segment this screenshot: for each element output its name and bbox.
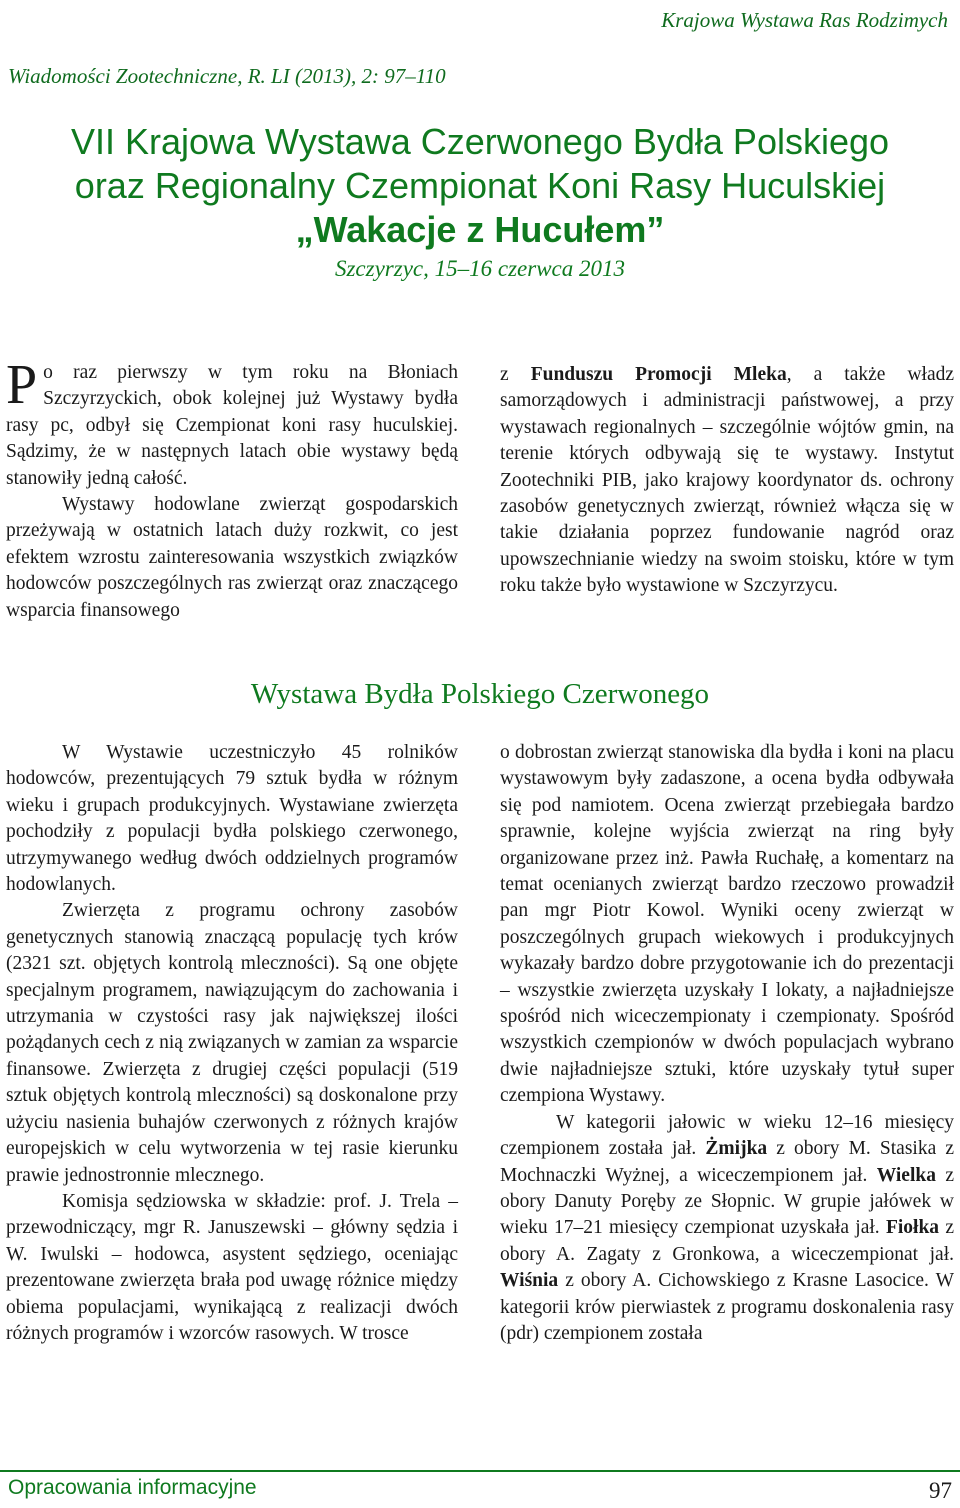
- intro-paragraph-1-text: o raz pierwszy w tym roku na Błoniach Szczyrzyckich, obok kolejnej już Wystawy bydła rasy pc, odbył się Czempionat koni rasy huculskiej. Sądzimy, że w następnych latach obie wystawy będą stanowiły jedną całość.: [6, 362, 458, 489]
- animal-name: Fiołka: [885, 1217, 940, 1239]
- intro-paragraph-3: [500, 362, 954, 600]
- text-run: z obory A. Cichowskiego z Krasne Lasocice. W kategorii krów pierwiastek z programu doskonalenia rasy (pdr) czempionem została: [500, 1270, 954, 1344]
- intro-paragraph-1: [6, 354, 458, 492]
- section-paragraph-1: W Wystawie uczestniczyło 45 rolników hodowców, prezentujących 79 sztuk bydła w różnym wieku i grupach produkcyjnych. Wystawiane zwierzęta pochodziły z populacji bydła polskiego czerwonego, utrzymywanego według dwóch oddzielnych programów hodowlanych.: [6, 742, 458, 896]
- section-heading: Wystawa Bydła Polskiego Czerwonego: [250, 678, 710, 710]
- intro-right-text: , a także władz samorządowych i administracji państwowej, a przy wystawach regionalnych – szczególnie wójtów gmin, na terenie których odbywają się te wystawy. Instytut Zootechniki PIB, jako krajowy koordynator ds. ochrony zasobów genetycznych zwierząt, również włącza się w takie działania poprzez fundowanie nagród oraz upowszechnianie wiedzy na swoim stoisku, które w tym roku także było wystawione w Szczyrzycu.: [500, 364, 955, 597]
- animal-name: Wielka: [876, 1164, 936, 1186]
- intro-right-prefix: z: [500, 364, 531, 385]
- section-paragraph-4: o dobrostan zwierząt stanowiska dla bydła i koni na placu wystawowym były zadaszone, a ocena bydła odbywała się pod namiotem. Ocena zwierząt przebiegała bardzo sprawnie, kolejne wyjścia zwierząt na ring były organizowane przez inż. Pawła Ruchałę, a komentarz na temat ocenianych zwierząt bardzo rzeczowo prowadził pan mgr Piotr Kowol. Wyniki oceny zwierząt w poszczególnych grupach wiekowych i produkcyjnych wykazały bardzo dobre przygotowanie ich do prezentacji – wszystkie zwierzęta uzyskały I lokaty, a najładniejsze spośród nich wiceczempionaty i czempionaty. Spośród wszystkich czempionów w dwóch populacjach wybrano dwie najładniejsze sztuki, które uzyskały tytuł super czempiona Wystawy.: [500, 742, 954, 1107]
- article-title-line-1: VII Krajowa Wystawa Czerwonego Bydła Polskiego: [70, 121, 890, 162]
- intro-paragraph-2: Wystawy hodowlane zwierząt gospodarskich przeżywają w ostatnich latach duży rozkwit, co jest efektem wzrostu zainteresowania wszystkich związków hodowców poszczególnych ras zwierząt oraz znaczącego wsparcia finansowego: [6, 494, 458, 621]
- section-paragraph-5: [500, 1110, 954, 1348]
- footer-rule: [0, 1470, 960, 1472]
- section-right-column: [500, 740, 954, 1347]
- text-run: W kategorii jałowic w wieku 12–16 miesięcy czempionem została jał.: [500, 1111, 954, 1160]
- running-head: Krajowa Wystawa Ras Rodzimych: [661, 8, 948, 32]
- journal-reference: Wiadomości Zootechniczne, R. LI (2013), 2: 97–110: [8, 64, 446, 88]
- section-paragraph-3: Komisja sędziowska w składzie: prof. J. Trela – przewodniczący, mgr R. Januszewski – główny sędzia i W. Iwulski – hodowca, asystent sędziego, oceniając prezentowane zwierzęta brała pod uwagę różnice między obiema populacjami, wynikającą z realizacji dwóch różnych programów i wzorców rasowych. W trosce: [6, 1190, 458, 1344]
- article-subtitle: Szczyrzyc, 15–16 czerwca 2013: [334, 256, 625, 281]
- article-title-line-2: oraz Regionalny Czempionat Koni Rasy Huculskiej: [74, 165, 886, 206]
- text-run: z obory A. Zagaty z Gronkowa, a wiceczempionat jał.: [500, 1217, 954, 1265]
- section-left-column: [6, 740, 458, 1347]
- drop-cap: P: [6, 354, 38, 416]
- section-paragraph-2: Zwierzęta z programu ochrony zasobów genetycznych stanowią znaczącą populację tych krów (2321 szt. objętych kontrolą mleczności). Są one objęte specjalnym programem, nawiązującym do zachowania i utrzymania w czystości rasy jak największej ilości pożądanych cech z nią związanych w zamian za wsparcie finansowe. Zwierzęta z drugiej części populacji (519 sztuk objętych kontrolą mleczności) są doskonalone przy użyciu nasienia buhajów czerwonych z różnych krajów europejskich w celu wytworzenia w tej rasie kierunku prawie jednostronnie mlecznego.: [6, 900, 458, 1186]
- text-run: z obory Danuty Poręby ze Słopnic. W grupie jałówek w wieku 17–21 miesięcy czempionat uzyskała jał.: [500, 1164, 954, 1239]
- text-run: z obory M. Stasika z Mochnaczki Wyżnej, a wiceczempionem jał.: [500, 1138, 954, 1186]
- article-title-line-3: „Wakacje z Hucułem”: [295, 209, 665, 250]
- page-number: 97: [929, 1478, 952, 1503]
- footer-label: Opracowania informacyjne: [8, 1476, 257, 1499]
- fund-name: Funduszu Promocji Mleka: [530, 364, 787, 385]
- animal-name: Żmijka: [705, 1138, 768, 1160]
- animal-name: Wiśnia: [500, 1270, 559, 1292]
- intro-right-column: [500, 362, 954, 600]
- article-title-block: [0, 120, 960, 286]
- intro-left-column: [6, 354, 458, 624]
